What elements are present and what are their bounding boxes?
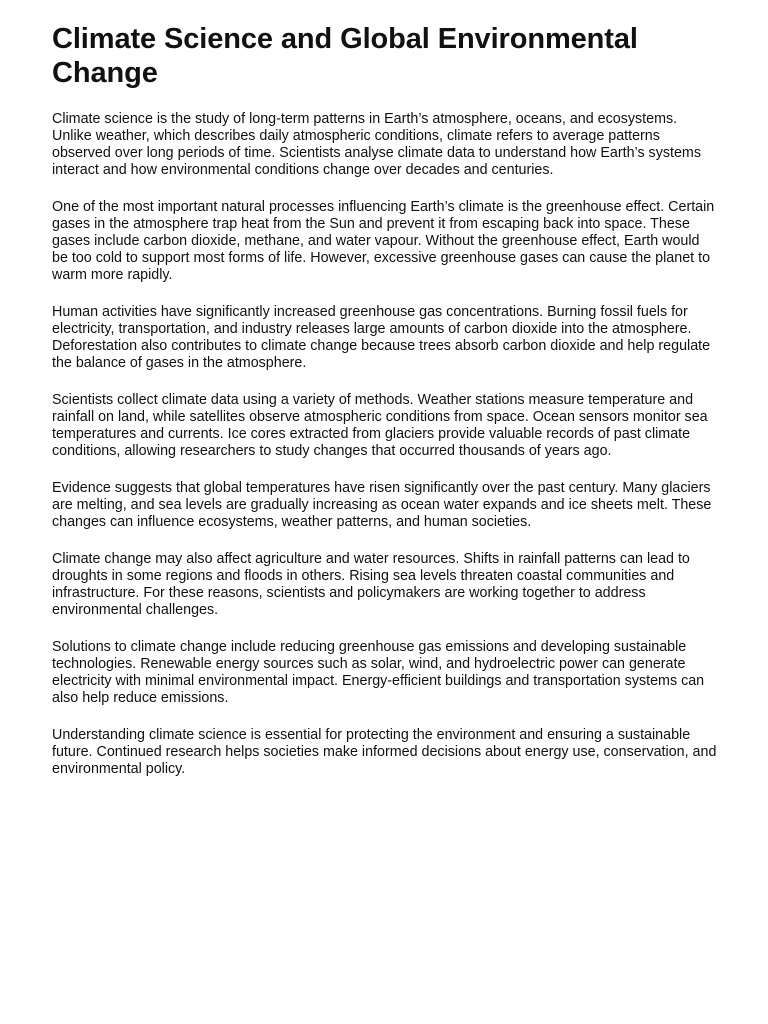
- paragraph-data-collection: Scientists collect climate data using a variety of methods. Weather stations measure temperature and rainfall on land, while satellites observe atmospheric conditions from space. Ocean sensors monitor sea temperatures and currents. Ice cores extracted from glaciers provide valuable records of past climate conditions, allowing researchers to study changes that occurred thousands of years ago.: [52, 392, 708, 459]
- document-title: Climate Science and Global Environmental Change: [52, 23, 638, 89]
- paragraph-conclusion: Understanding climate science is essential for protecting the environment and ensuring a sustainable future. Continued research helps societies make informed decisions about energy use, conservation, and environmental policy.: [52, 727, 717, 777]
- paragraph-human-activities: Human activities have significantly increased greenhouse gas concentrations. Burning fossil fuels for electricity, transportation, and industry releases large amounts of carbon dioxide into the atmosphere. Deforestation also contributes to climate change because trees absorb carbon dioxide and help regulate the balance of gases in the atmosphere.: [52, 304, 711, 371]
- paragraph-solutions: Solutions to climate change include reducing greenhouse gas emissions and developing sustainable technologies. Renewable energy sources such as solar, wind, and hydroelectric power can generate electricity with minimal environmental impact. Energy-efficient buildings and transportation systems can also help reduce emissions.: [52, 639, 705, 706]
- paragraph-greenhouse-effect: One of the most important natural processes influencing Earth’s climate is the greenhouse effect. Certain gases in the atmosphere trap heat from the Sun and prevent it from escaping back into space. These gases include carbon dioxide, methane, and water vapour. Without the greenhouse effect, Earth would be too cold to support most forms of life. However, excessive greenhouse gases can cause the planet to warm more rapidly.: [52, 199, 715, 283]
- document-page: [52, 22, 718, 798]
- paragraph-agriculture-water: Climate change may also affect agriculture and water resources. Shifts in rainfall patterns can lead to droughts in some regions and floods in others. Rising sea levels threaten coastal communities and infrastructure. For these reasons, scientists and policymakers are working together to address environmental challenges.: [52, 551, 690, 618]
- paragraph-introduction: Climate science is the study of long-term patterns in Earth’s atmosphere, oceans, and ecosystems. Unlike weather, which describes daily atmospheric conditions, climate refers to average patterns observed over long periods of time. Scientists analyse climate data to understand how Earth’s systems interact and how environmental conditions change over decades and centuries.: [52, 111, 701, 178]
- paragraph-evidence: Evidence suggests that global temperatures have risen significantly over the past century. Many glaciers are melting, and sea levels are gradually increasing as ocean water expands and ice sheets melt. These changes can influence ecosystems, weather patterns, and human societies.: [52, 480, 712, 530]
